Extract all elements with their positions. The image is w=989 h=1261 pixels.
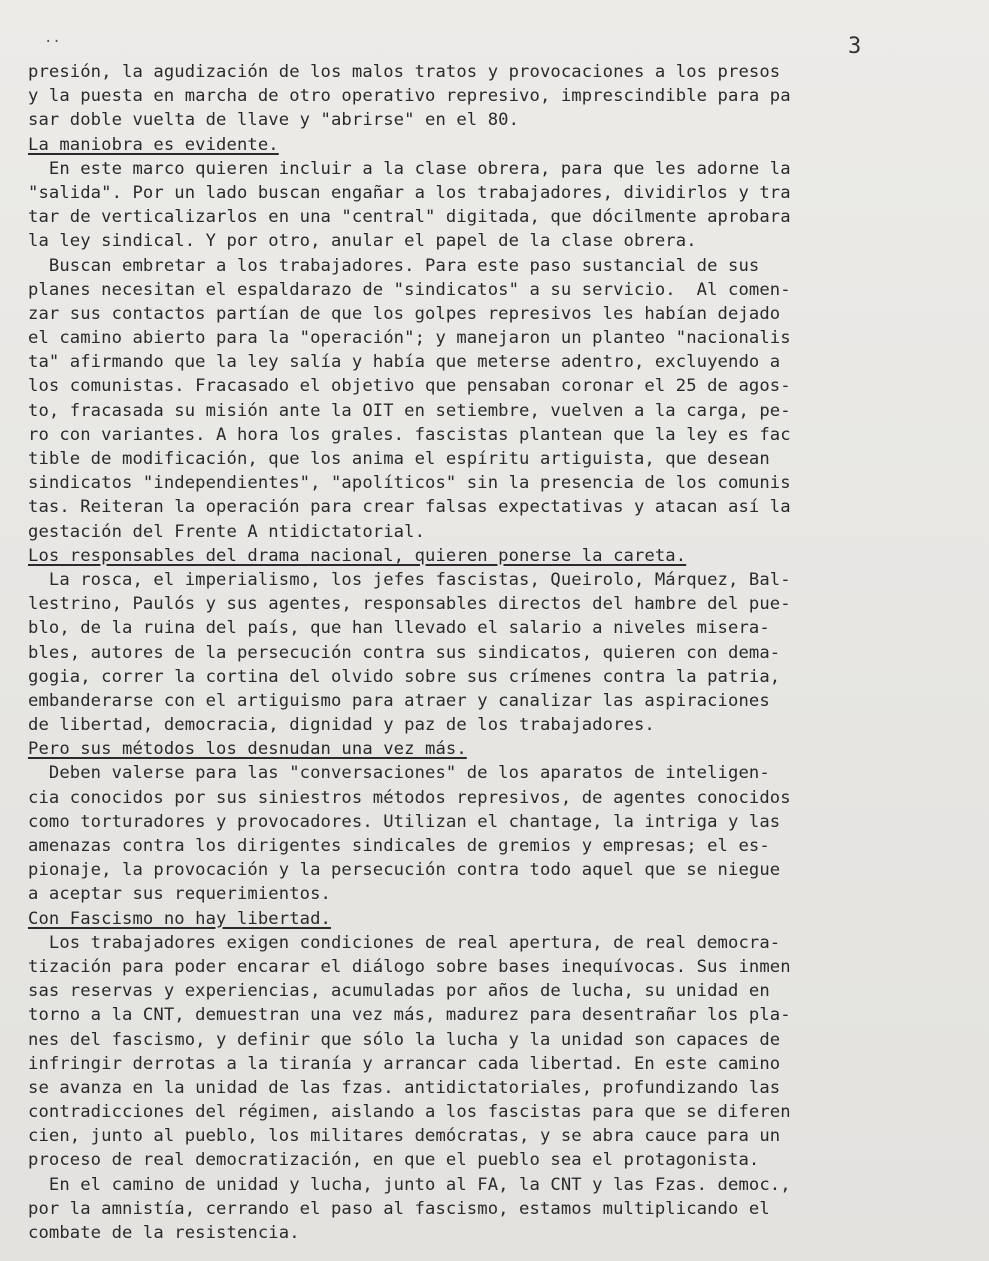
text-line <box>28 278 908 302</box>
body-text <box>28 60 908 1245</box>
section-heading <box>28 907 908 931</box>
text-line-content: nes del fascismo, y definir que sólo la lucha y la unidad son capaces de <box>28 1029 781 1050</box>
text-line <box>28 1197 908 1221</box>
text-line-content: se avanza en la unidad de las fzas. antidictatoriales, profundizando las <box>28 1077 781 1098</box>
text-line-content: ro con variantes. A hora los grales. fascistas plantean que la ley es fac <box>28 424 791 445</box>
text-line-content: como torturadores y provocadores. Utilizan el chantage, la intriga y las <box>28 811 781 832</box>
text-line-content: el camino abierto para la "operación"; y manejaron un planteo "nacionalis <box>28 328 791 349</box>
text-line-content: zar sus contactos partían de que los golpes represivos les habían dejado <box>28 303 781 324</box>
section-heading-text: La maniobra es evidente. <box>28 134 279 155</box>
text-line <box>28 665 908 689</box>
corner-mark: .. <box>44 30 61 46</box>
text-line-content: a aceptar sus requerimientos. <box>28 884 331 905</box>
text-line <box>28 1173 908 1197</box>
text-line-content: La rosca, el imperialismo, los jefes fascistas, Queirolo, Márquez, Bal- <box>28 569 791 590</box>
section-heading <box>28 737 908 761</box>
text-line-content: sar doble vuelta de llave y "abrirse" en el 80. <box>28 110 520 131</box>
text-line-content: presión, la agudización de los malos tratos y provocaciones a los presos <box>28 62 781 82</box>
text-line-content: y la puesta en marcha de otro operativo represivo, imprescindible para pa <box>28 86 791 107</box>
text-line <box>28 641 908 665</box>
text-line <box>28 713 908 737</box>
text-line <box>28 689 908 713</box>
text-line <box>28 979 908 1003</box>
text-line <box>28 520 908 544</box>
text-line <box>28 761 908 785</box>
text-line <box>28 157 908 181</box>
text-line-content: pionaje, la provocación y la persecución contra todo aquel que se niegue <box>28 860 781 881</box>
text-line-content: embanderarse con el artiguismo para atraer y canalizar las aspiraciones <box>28 690 770 711</box>
text-line-content: En el camino de unidad y lucha, junto al FA, la CNT y las Fzas. democ., <box>28 1174 791 1195</box>
section-heading-text: Los responsables del drama nacional, quieren ponerse la careta. <box>28 545 687 566</box>
text-line <box>28 205 908 229</box>
text-line <box>28 1221 908 1245</box>
text-line <box>28 108 908 132</box>
text-line-content: tible de modificación, que los anima el espíritu artiguista, que desean <box>28 449 770 469</box>
text-line-content: tización para poder encarar el diálogo sobre bases inequívocas. Sus inmen <box>28 956 791 977</box>
text-line-content: combate de la resistencia. <box>28 1223 300 1243</box>
text-line-content: to, fracasada su misión ante la OIT en setiembre, vuelven a la carga, pe- <box>28 400 791 421</box>
text-line <box>28 84 908 108</box>
text-line <box>28 374 908 398</box>
text-line <box>28 568 908 592</box>
text-line <box>28 1052 908 1076</box>
text-line <box>28 931 908 955</box>
text-line <box>28 1124 908 1148</box>
text-line <box>28 810 908 834</box>
text-line <box>28 1003 908 1027</box>
section-heading <box>28 544 908 568</box>
text-line <box>28 882 908 906</box>
text-line-content: sas reservas y experiencias, acumuladas por años de lucha, su unidad en <box>28 981 770 1002</box>
text-line <box>28 447 908 471</box>
text-line-content: por la amnistía, cerrando el paso al fascismo, estamos multiplicando el <box>28 1198 770 1219</box>
text-line <box>28 834 908 858</box>
text-line-content: gogia, correr la cortina del olvido sobre sus crímenes contra la patria, <box>28 666 781 687</box>
text-line-content: cien, junto al pueblo, los militares demócratas, y se abra cauce para un <box>28 1126 781 1147</box>
text-line <box>28 229 908 253</box>
text-line-content: planes necesitan el espaldarazo de "sindicatos" a su servicio. Al comen- <box>28 279 791 300</box>
text-line <box>28 181 908 205</box>
text-line-content: ta" afirmando que la ley salía y había que meterse adentro, excluyendo a <box>28 352 781 373</box>
text-line-content: tas. Reiteran la operación para crear falsas expectativas y atacan así la <box>28 497 791 518</box>
text-line <box>28 1100 908 1124</box>
text-line-content: los comunistas. Fracasado el objetivo que pensaban coronar el 25 de agos- <box>28 376 791 397</box>
text-line <box>28 471 908 495</box>
text-line <box>28 60 908 84</box>
text-line-content: cia conocidos por sus siniestros métodos represivos, de agentes conocidos <box>28 787 791 808</box>
text-line <box>28 1028 908 1052</box>
text-line-content: Deben valerse para las "conversaciones" de los aparatos de inteligen- <box>28 763 770 784</box>
text-line-content: En este marco quieren incluir a la clase obrera, para que les adorne la <box>28 158 791 179</box>
text-line-content: contradicciones del régimen, aislando a los fascistas para que se diferen <box>28 1102 791 1123</box>
text-line <box>28 592 908 616</box>
text-line <box>28 326 908 350</box>
text-line <box>28 302 908 326</box>
text-line-content: infringir derrotas a la tiranía y arrancar cada libertad. En este camino <box>28 1053 781 1074</box>
text-line-content: Los trabajadores exigen condiciones de real apertura, de real democra- <box>28 932 781 953</box>
text-line <box>28 495 908 519</box>
text-line <box>28 786 908 810</box>
text-line-content: torno a la CNT, demuestran una vez más, madurez para desentrañar los pla- <box>28 1005 791 1026</box>
text-line <box>28 423 908 447</box>
section-heading <box>28 133 908 157</box>
text-line-content: de libertad, democracia, dignidad y paz de los trabajadores. <box>28 715 655 736</box>
text-line-content: lestrino, Paulós y sus agentes, responsables directos del hambre del pue- <box>28 594 791 615</box>
text-line-content: "salida". Por un lado buscan engañar a los trabajadores, dividirlos y tra <box>28 182 791 203</box>
text-line <box>28 955 908 979</box>
text-line-content: la ley sindical. Y por otro, anular el papel de la clase obrera. <box>28 231 697 252</box>
text-line-content: sindicatos "independientes", "apolíticos" sin la presencia de los comunis <box>28 473 791 494</box>
page-number: 3 <box>848 34 862 59</box>
text-line <box>28 858 908 882</box>
text-line-content: proceso de real democratización, en que el pueblo sea el protagonista. <box>28 1150 760 1171</box>
text-line <box>28 616 908 640</box>
text-line <box>28 1148 908 1172</box>
text-line <box>28 1076 908 1100</box>
section-heading-text: Con Fascismo no hay libertad. <box>28 908 331 929</box>
text-line-content: gestación del Frente A ntidictatorial. <box>28 521 426 542</box>
text-line-content: amenazas contra los dirigentes sindicales de gremios y empresas; el es- <box>28 836 770 856</box>
text-line-content: Buscan embretar a los trabajadores. Para este paso sustancial de sus <box>28 255 760 276</box>
text-line-content: bles, autores de la persecución contra sus sindicatos, quieren con dema- <box>28 642 781 663</box>
section-heading-text: Pero sus métodos los desnudan una vez más. <box>28 739 467 760</box>
text-line-content: tar de verticalizarlos en una "central" digitada, que dócilmente aprobara <box>28 207 791 228</box>
text-line <box>28 350 908 374</box>
text-line-content: blo, de la ruina del país, que han llevado el salario a niveles misera- <box>28 618 770 639</box>
text-line <box>28 399 908 423</box>
text-line <box>28 254 908 278</box>
